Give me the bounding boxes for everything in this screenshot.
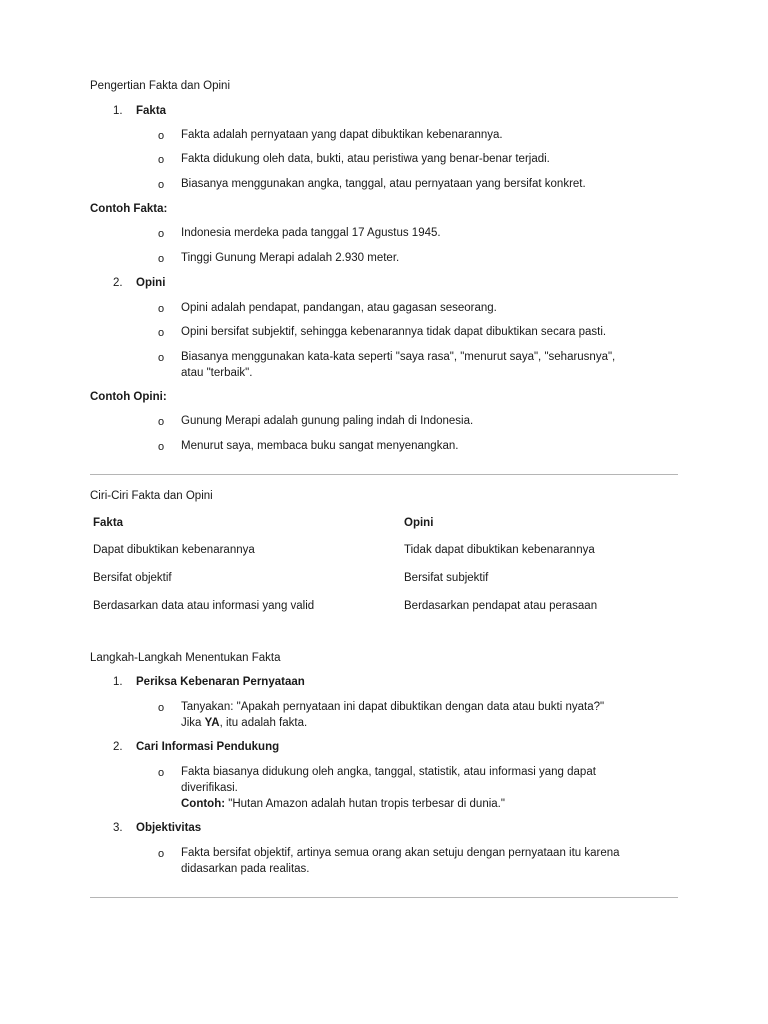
list-item: Opini bersifat subjektif, sehingga kebenarannya tidak dapat dibuktikan secara pasti.	[181, 326, 607, 338]
text-run: Jika	[181, 717, 205, 729]
list-number: 1.	[113, 105, 123, 117]
list-item: Fakta adalah pernyataan yang dapat dibuktikan kebenarannya.	[181, 129, 503, 141]
bullet-marker: o	[158, 327, 165, 339]
table-header-opini: Opini	[404, 517, 434, 529]
list-item: Biasanya menggunakan kata-kata seperti "saya rasa", "menurut saya", "seharusnya",	[181, 351, 616, 363]
list-item: Fakta bersifat objektif, artinya semua orang akan setuju dengan pernyataan itu karena	[181, 847, 620, 859]
list-number: 1.	[113, 676, 123, 688]
step-heading: Cari Informasi Pendukung	[136, 741, 280, 753]
bullet-marker: o	[158, 441, 165, 453]
step-heading: Periksa Kebenaran Pernyataan	[136, 676, 305, 688]
bullet-marker: o	[158, 702, 165, 714]
step-heading: Objektivitas	[136, 822, 202, 834]
bullet-marker: o	[158, 179, 165, 191]
list-item-continuation	[181, 715, 307, 731]
list-item: Fakta didukung oleh data, bukti, atau peristiwa yang benar-benar terjadi.	[181, 153, 550, 165]
table-cell: Tidak dapat dibuktikan kebenarannya	[404, 544, 595, 556]
table-cell: Berdasarkan pendapat atau perasaan	[404, 600, 598, 612]
list-item: Biasanya menggunakan angka, tanggal, atau pernyataan yang bersifat konkret.	[181, 178, 586, 190]
divider	[90, 897, 678, 898]
bullet-marker: o	[158, 303, 165, 315]
list-number: 2.	[113, 741, 123, 753]
section-title-ciri: Ciri-Ciri Fakta dan Opini	[90, 490, 213, 502]
list-item: Menurut saya, membaca buku sangat menyenangkan.	[181, 440, 459, 452]
list-item-continuation: diverifikasi.	[181, 782, 238, 794]
list-heading-fakta: Fakta	[136, 105, 167, 117]
list-item: Tanyakan: "Apakah pernyataan ini dapat dibuktikan dengan data atau bukti nyata?"	[181, 701, 605, 713]
text-run: , itu adalah fakta.	[219, 717, 308, 729]
table-cell: Dapat dibuktikan kebenarannya	[93, 544, 255, 556]
section-title-pengertian: Pengertian Fakta dan Opini	[90, 80, 231, 92]
list-item: Indonesia merdeka pada tanggal 17 Agustus 1945.	[181, 227, 441, 239]
table-cell: Bersifat subjektif	[404, 572, 489, 584]
table-cell: Bersifat objektif	[93, 572, 172, 584]
divider	[90, 474, 678, 475]
list-item: Opini adalah pendapat, pandangan, atau gagasan seseorang.	[181, 302, 497, 314]
bullet-marker: o	[158, 130, 165, 142]
table-header-fakta: Fakta	[93, 517, 124, 529]
bullet-marker: o	[158, 767, 165, 779]
list-item-continuation: didasarkan pada realitas.	[181, 863, 310, 875]
bullet-marker: o	[158, 848, 165, 860]
bullet-marker: o	[158, 228, 165, 240]
list-item: Tinggi Gunung Merapi adalah 2.930 meter.	[181, 252, 400, 264]
text-run-bold: Contoh:	[181, 798, 226, 810]
bullet-marker: o	[158, 253, 165, 265]
contoh-fakta-label: Contoh Fakta:	[90, 203, 168, 215]
list-number: 2.	[113, 277, 123, 289]
list-item-continuation	[181, 796, 505, 812]
text-run: "Hutan Amazon adalah hutan tropis terbesar di dunia."	[225, 798, 505, 810]
list-item: Gunung Merapi adalah gunung paling indah di Indonesia.	[181, 415, 474, 427]
bullet-marker: o	[158, 154, 165, 166]
table-cell: Berdasarkan data atau informasi yang valid	[93, 600, 315, 612]
list-item: Fakta biasanya didukung oleh angka, tanggal, statistik, atau informasi yang dapat	[181, 766, 596, 778]
bullet-marker: o	[158, 416, 165, 428]
list-number: 3.	[113, 822, 123, 834]
bullet-marker: o	[158, 352, 165, 364]
list-heading-opini: Opini	[136, 277, 166, 289]
section-title-langkah: Langkah-Langkah Menentukan Fakta	[90, 652, 281, 664]
list-item-continuation: atau "terbaik".	[181, 367, 253, 379]
text-run-bold: YA	[204, 717, 220, 729]
contoh-opini-label: Contoh Opini:	[90, 391, 167, 403]
